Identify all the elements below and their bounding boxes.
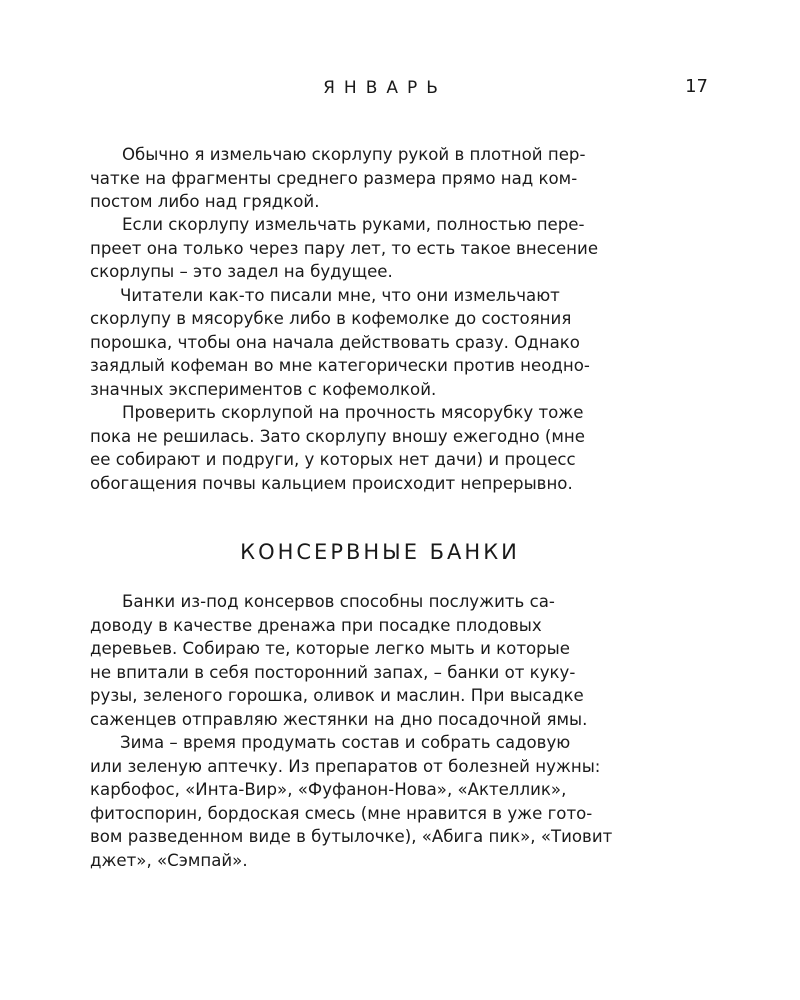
text-line: чатке на фрагменты среднего размера прямо над ком- xyxy=(90,169,578,188)
text-line: заядлый кофеман во мне категорически против неодно- xyxy=(90,356,590,375)
text-line: Читатели как-то писали мне, что они измельчают xyxy=(120,286,560,305)
text-line: скорлупы – это задел на будущее. xyxy=(90,262,393,281)
text-line: Если скорлупу измельчать руками, полностью пере- xyxy=(122,215,585,234)
text-line: вом разведенном виде в бутылочке), «Абига пик», «Тиовит xyxy=(90,827,613,846)
text-line: Банки из-под консервов способны послужить са- xyxy=(122,592,555,611)
text-line: доводу в качестве дренажа при посадке плодовых xyxy=(90,616,542,635)
text-line: ее собирают и подруги, у которых нет дачи) и процесс xyxy=(90,450,576,469)
text-line: обогащения почвы кальцием происходит непрерывно. xyxy=(90,474,573,493)
running-header: ЯНВАРЬ xyxy=(323,78,447,98)
text-line: деревьев. Собираю те, которые легко мыть и которые xyxy=(90,639,570,658)
text-line: карбофос, «Инта-Вир», «Фуфанон-Нова», «Актеллик», xyxy=(90,780,567,799)
text-line: фитоспорин, бордоская смесь (мне нравится в уже гото- xyxy=(90,804,593,823)
text-line: порошка, чтобы она начала действовать сразу. Однако xyxy=(90,333,580,352)
text-line: Обычно я измельчаю скорлупу рукой в плотной пер- xyxy=(122,145,586,164)
text-line: Проверить скорлупой на прочность мясорубку тоже xyxy=(122,403,584,422)
text-line: значных экспериментов с кофемолкой. xyxy=(90,380,437,399)
text-line: Зима – время продумать состав и собрать садовую xyxy=(120,733,571,752)
text-line: или зеленую аптечку. Из препаратов от болезней нужны: xyxy=(90,757,601,776)
text-line: саженцев отправляю жестянки на дно посадочной ямы. xyxy=(90,710,588,729)
text-line: скорлупу в мясорубке либо в кофемолке до состояния xyxy=(90,309,572,328)
text-line: постом либо над грядкой. xyxy=(90,192,320,211)
section-heading: КОНСЕРВНЫЕ БАНКИ xyxy=(240,540,520,564)
page-number: 17 xyxy=(685,76,708,97)
text-line: не впитали в себя посторонний запах, – банки от куку- xyxy=(90,663,576,682)
text-line: преет она только через пару лет, то есть такое внесение xyxy=(90,239,599,258)
text-line: рузы, зеленого горошка, оливок и маслин. При высадке xyxy=(90,686,584,705)
text-line: пока не решилась. Зато скорлупу вношу ежегодно (мне xyxy=(90,427,585,446)
text-line: джет», «Сэмпай». xyxy=(90,851,248,870)
